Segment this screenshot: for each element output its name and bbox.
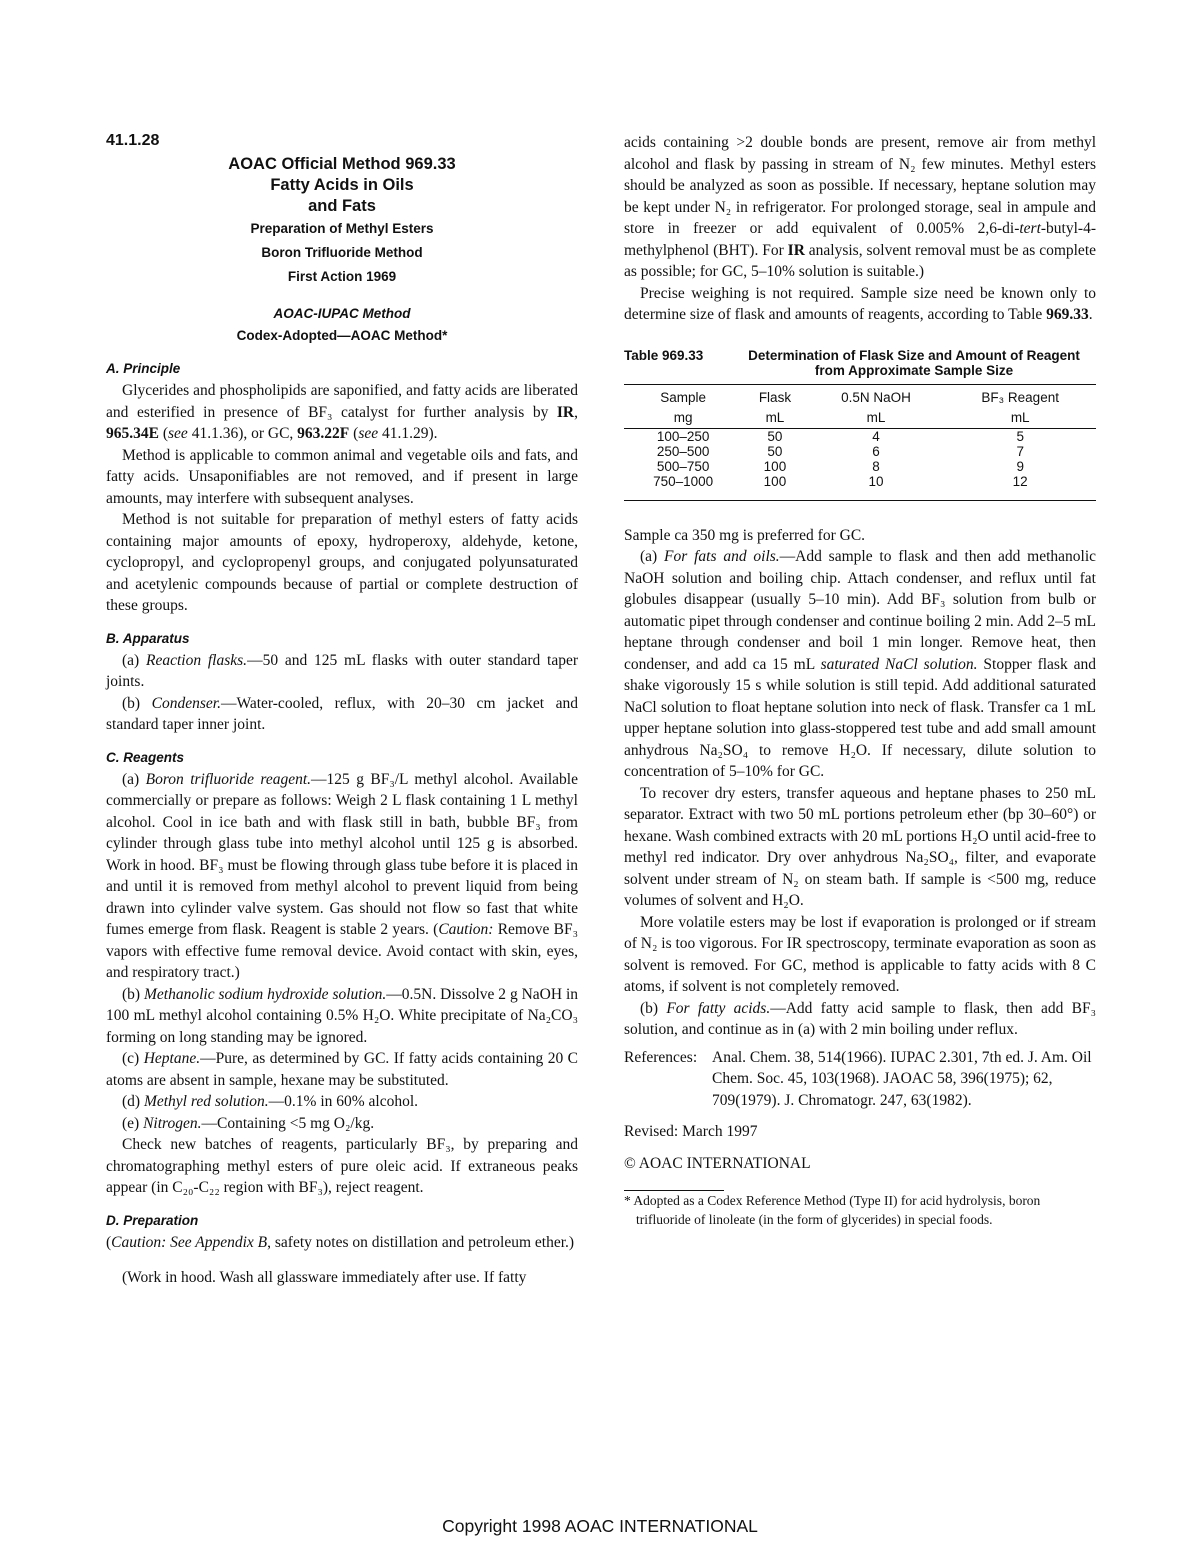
preparation-continued bbox=[624, 132, 1096, 326]
table-unit-cell: mL bbox=[742, 408, 807, 429]
preparation-text bbox=[106, 1232, 578, 1289]
reagent-item-a: (a) Boron trifluoride reagent.—125 g BF₃/L methyl alcohol. Available commercially or prepare as follows: Weigh 2 L flask containing 1 L methyl alcohol. Cool in ice bath and with flask still in bath, bubble BF₃ from cylinder through glass tube into methyl alcohol until 125 g is absorbed. Work in hood. BF₃ must be flowing through glass tube before it is placed in and until it is removed from methyl alcohol to prevent liquid from being drawn into cylinder valve system. Gas should not flow so fast that white fumes emerge from flask. Reagent is stable 2 years. (Caution: Remove BF₃ vapors with effective fume removal device. Avoid contact with skin, eyes, and respiratory tract.) bbox=[106, 770, 578, 981]
reagent-item-e: (e) Nitrogen.—Containing <5 mg O₂/kg. bbox=[122, 1114, 375, 1132]
precise-weighing-paragraph: Precise weighing is not required. Sample size need be known only to determine size of flask and amounts of reagents, according to Table 969.33. bbox=[624, 284, 1096, 323]
table-cell: 8 bbox=[872, 458, 880, 474]
method-subtitle2: Boron Trifluoride Method bbox=[261, 245, 423, 260]
principle-text bbox=[106, 380, 578, 617]
preparation-caution: (Caution: See Appendix B, safety notes on distillation and petroleum ether.) bbox=[106, 1233, 575, 1251]
procedure-volatile-esters: More volatile esters may be lost if evaporation is prolonged or if stream of N₂ is too vigorous. For IR spectroscopy, terminate evaporation as soon as solvent is removed. For GC, method is applicable to fatty acids with 8 C atoms, if solvent is not completely removed. bbox=[624, 913, 1096, 995]
table-row bbox=[624, 444, 1096, 459]
table-cell: 100–250 bbox=[656, 428, 710, 444]
table-cell: 100 bbox=[763, 458, 787, 474]
table-cell: 6 bbox=[872, 443, 880, 459]
section-heading-apparatus: B. Apparatus bbox=[106, 630, 190, 646]
procedure-recover-esters: To recover dry esters, transfer aqueous and heptane phases to 250 mL separator. Extract with two 50 mL portions petroleum ether (bp 30–60°) or hexane. Wash combined extracts with 20 mL portions H₂O until acid-free to methyl red indicator. Dry over anhydrous Na₂SO₄, filter, and evaporate solvent under stream of N₂ on steam bath. If sample is <500 mg, reduce volumes of solvent and H₂O. bbox=[624, 784, 1096, 909]
section-heading-preparation: D. Preparation bbox=[106, 1212, 199, 1228]
table-row bbox=[624, 428, 1096, 444]
table-title: Determination of Flask Size and Amount of Reagent from Approximate Sample Size bbox=[748, 347, 1080, 378]
table-header-cell: Flask bbox=[742, 384, 807, 408]
reagents-text bbox=[106, 769, 578, 1199]
section-number: 41.1.28 bbox=[106, 132, 160, 149]
table-cell: 10 bbox=[808, 474, 945, 501]
table-caption bbox=[624, 348, 1096, 378]
references-text: Anal. Chem. 38, 514(1966). IUPAC 2.301, 7th ed. J. Am. Oil Chem. Soc. 45, 103(1968). JAOAC 58, 396(1975); 62, 709(1979). J. Chromatogr. 247, 63(1982). bbox=[712, 1048, 1092, 1109]
apparatus-text bbox=[106, 650, 578, 736]
left-column bbox=[106, 132, 578, 1289]
table-cell: 4 bbox=[872, 428, 880, 444]
reagent-item-c: (c) Heptane.—Pure, as determined by GC. If fatty acids containing 20 C atoms are absent in sample, hexane may be substituted. bbox=[106, 1050, 579, 1089]
method-subtitle1: Preparation of Methyl Esters bbox=[250, 221, 434, 236]
references bbox=[624, 1047, 1096, 1112]
table-cell: 50 bbox=[767, 428, 783, 444]
table-cell: 5 bbox=[1016, 428, 1024, 444]
table-row bbox=[624, 474, 1096, 501]
table-cell: 9 bbox=[1016, 458, 1024, 474]
apparatus-item-a: (a) Reaction flasks.—50 and 125 mL flasks with outer standard taper joints. bbox=[106, 651, 578, 690]
table-unit-cell: mL bbox=[944, 408, 1096, 429]
references-label: References: bbox=[624, 1048, 698, 1066]
table-cell: 750–1000 bbox=[624, 474, 742, 501]
reagent-item-b: (b) Methanolic sodium hydroxide solution.—0.5N. Dissolve 2 g NaOH in 100 mL methyl alcohol containing 0.5% H₂O. White precipitate of Na₂CO₃ forming on long standing may be ignored. bbox=[106, 985, 579, 1046]
table-cell: 100 bbox=[742, 474, 807, 501]
procedure-fats-oils: (a) For fats and oils.—Add sample to flask and then add methanolic NaOH solution and boiling chip. Attach condenser, and reflux until fat globules disappear (usually 5–10 min). Add BF₃ solution from bulb or automatic pipet through condenser and continue boiling 2 min. Add 2–5 mL heptane through condenser and boil 1 min longer. Remove heat, then condenser, and add ca 15 mL saturated NaCl solution. Stopper flask and shake vigorously 15 s while solution is still tepid. Add additional saturated NaCl solution to float heptane solution into neck of flask. Transfer ca 1 mL upper heptane solution into glass-stoppered test tube and add small amount anhydrous Na₂SO₄ to remove H₂O. If necessary, dilute solution to concentration of 5–10% for GC. bbox=[624, 548, 1097, 780]
procedure-text bbox=[624, 525, 1096, 1230]
copyright-notice: © AOAC INTERNATIONAL bbox=[624, 1154, 811, 1172]
principle-paragraph-3: Method is not suitable for preparation of methyl esters of fatty acids containing major amounts of epoxy, hydroperoxy, aldehyde, ketone, cyclopropyl, and cyclopropenyl groups, and conjugated polyunsaturated and acetylenic compounds because of partial or complete destruction of these groups. bbox=[106, 511, 578, 614]
table-cell: 50 bbox=[767, 443, 783, 459]
table-header-cell: BF₃ Reagent bbox=[944, 384, 1096, 408]
table-units-row bbox=[624, 408, 1096, 429]
method-action: First Action 1969 bbox=[287, 269, 397, 284]
section-heading-principle: A. Principle bbox=[106, 361, 181, 376]
procedure-fatty-acids: (b) For fatty acids.—Add fatty acid sample to flask, then add BF₃ solution, and continue as in (a) with 2 min boiling under reflux. bbox=[624, 999, 1096, 1038]
method-number: AOAC Official Method 969.33 bbox=[228, 155, 456, 173]
footnote: * Adopted as a Codex Reference Method (Type II) for acid hydrolysis, boron trifluoride of linoleate (in the form of glycerides) in special foods. bbox=[624, 1193, 1041, 1227]
page-footer: Copyright 1998 AOAC INTERNATIONAL bbox=[442, 1516, 758, 1536]
reagent-item-d: (d) Methyl red solution.—0.1% in 60% alcohol. bbox=[122, 1093, 419, 1110]
table-header-row bbox=[624, 384, 1096, 408]
revised-date: Revised: March 1997 bbox=[624, 1123, 758, 1140]
table-row bbox=[624, 459, 1096, 474]
table-cell: 500–750 bbox=[656, 458, 710, 474]
table-number: Table 969.33 bbox=[624, 347, 704, 363]
sample-preferred: Sample ca 350 mg is preferred for GC. bbox=[624, 526, 866, 544]
table-header-cell: 0.5N NaOH bbox=[808, 384, 945, 408]
flask-size-table bbox=[624, 384, 1096, 501]
principle-paragraph-1: Glycerides and phospholipids are saponified, and fatty acids are liberated and esterified in presence of BF₃ catalyst for further analysis by IR, 965.34E (see 41.1.36), or GC, 963.22F (see 41.1.29). bbox=[106, 382, 578, 442]
apparatus-item-b: (b) Condenser.—Water-cooled, reflux, with 20–30 cm jacket and standard taper inner joint. bbox=[106, 694, 578, 733]
table-unit-cell: mL bbox=[808, 408, 945, 429]
table-cell: 250–500 bbox=[656, 443, 710, 459]
reagent-check: Check new batches of reagents, particularly BF₃, by preparing and chromatographing methyl esters of pure oleic acid. If extraneous peaks appear (in C₂₀-C₂₂ region with BF₃), reject reagent. bbox=[106, 1136, 578, 1196]
table-unit-cell: mg bbox=[624, 408, 742, 429]
codex-adopted: Codex-Adopted—AOAC Method* bbox=[236, 328, 448, 343]
preparation-work-note: (Work in hood. Wash all glassware immediately after use. If fatty bbox=[122, 1269, 527, 1286]
table-cell: 12 bbox=[944, 474, 1096, 501]
principle-paragraph-2: Method is applicable to common animal and vegetable oils and fats, and fatty acids. Unsaponifiables are not removed, and if present in large amounts, may interfere with subsequent analyses. bbox=[106, 446, 578, 507]
method-title-line2: and Fats bbox=[308, 197, 376, 215]
method-type: AOAC-IUPAC Method bbox=[273, 306, 411, 321]
preparation-continued-paragraph: acids containing >2 double bonds are present, remove air from methyl alcohol and flask by passing in stream of N₂ few minutes. Methyl esters should be analyzed as soon as possible. If necessary, heptane solution may be kept under N₂ in refrigerator. For prolonged storage, seal in ampule and store in freezer or add equivalent of 0.005% 2,6-di-tert-butyl-4-methylphenol (BHT). For IR analysis, solvent removal must be as complete as possible; for GC, 5–10% solution is suitable.) bbox=[624, 134, 1096, 280]
method-header bbox=[106, 154, 578, 347]
table-header-cell: Sample bbox=[624, 384, 742, 408]
section-heading-reagents: C. Reagents bbox=[106, 749, 185, 765]
method-title-line1: Fatty Acids in Oils bbox=[270, 176, 414, 194]
right-column bbox=[624, 132, 1096, 1229]
table-cell: 7 bbox=[1016, 443, 1024, 459]
